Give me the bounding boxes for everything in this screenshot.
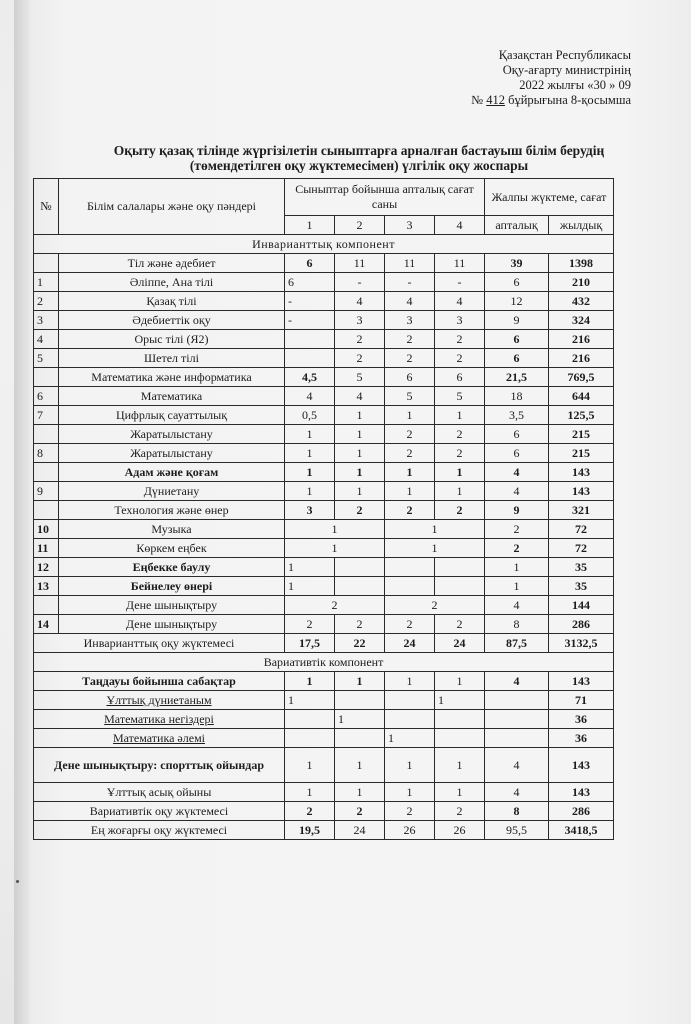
- grades-3-4-cell: 1: [385, 539, 485, 558]
- grade-2-cell: 1: [335, 425, 385, 444]
- subject-name: Математика және информатика: [59, 368, 285, 387]
- grade-4-cell: 1: [435, 691, 485, 710]
- subject-name: Көркем еңбек: [59, 539, 285, 558]
- weekly-cell: [485, 729, 549, 748]
- yearly-cell: 432: [549, 292, 614, 311]
- grade-4-cell: [435, 558, 485, 577]
- grade-2-cell: 24: [335, 821, 385, 840]
- weekly-cell: 39: [485, 254, 549, 273]
- grade-2-cell: 1: [335, 444, 385, 463]
- subject-name: Музыка: [59, 520, 285, 539]
- grade-3-cell: 2: [385, 349, 435, 368]
- yearly-cell: 215: [549, 425, 614, 444]
- col-total-load-header: Жалпы жүктеме, сағат: [485, 179, 614, 216]
- grade-3-cell: [385, 710, 435, 729]
- row-number: 10: [34, 520, 59, 539]
- grade-1-cell: 6: [285, 254, 335, 273]
- grade-4-cell: 5: [435, 387, 485, 406]
- grade-3-cell: 2: [385, 425, 435, 444]
- grade-3-cell: 3: [385, 311, 435, 330]
- weekly-cell: 6: [485, 349, 549, 368]
- grade-4-cell: 1: [435, 482, 485, 501]
- row-number: [34, 501, 59, 520]
- yearly-cell: 72: [549, 520, 614, 539]
- grade-1-cell: [285, 710, 335, 729]
- weekly-cell: 6: [485, 444, 549, 463]
- invariant-section-title: Инварианттық компонент: [34, 235, 614, 254]
- weekly-cell: 4: [485, 596, 549, 615]
- grade-3-cell: 1: [385, 729, 435, 748]
- grade-3-cell: 6: [385, 368, 435, 387]
- grade-1-cell: 1: [285, 691, 335, 710]
- yearly-cell: 286: [549, 615, 614, 634]
- grade-1-cell: 6: [285, 273, 335, 292]
- grade-4-cell: 4: [435, 292, 485, 311]
- grade-4-cell: 2: [435, 802, 485, 821]
- grade-4-cell: 1: [435, 783, 485, 802]
- yearly-cell: 36: [549, 729, 614, 748]
- grade-4-cell: [435, 710, 485, 729]
- section-row: [34, 653, 614, 672]
- grade-1-cell: [285, 729, 335, 748]
- table-row: [34, 783, 614, 802]
- grade-2-cell: [335, 577, 385, 596]
- row-number: [34, 254, 59, 273]
- subject-name: Таңдауы бойынша сабақтар: [34, 672, 285, 691]
- row-number: 6: [34, 387, 59, 406]
- row-number: [34, 463, 59, 482]
- row-number: [34, 368, 59, 387]
- weekly-cell: 6: [485, 273, 549, 292]
- weekly-cell: 8: [485, 802, 549, 821]
- weekly-cell: [485, 691, 549, 710]
- grade-2-cell: [335, 558, 385, 577]
- yearly-cell: 324: [549, 311, 614, 330]
- yearly-cell: 216: [549, 349, 614, 368]
- grade-2-cell: -: [335, 273, 385, 292]
- grade-4-cell: 6: [435, 368, 485, 387]
- max-total-label: Ең жоғарғы оқу жүктемесі: [34, 821, 285, 840]
- header-line-4: [391, 93, 631, 108]
- weekly-cell: 9: [485, 501, 549, 520]
- table-row: [34, 387, 614, 406]
- subject-name: Ұлттық дүниетаным: [34, 691, 285, 710]
- weekly-cell: 3,5: [485, 406, 549, 425]
- weekly-cell: 4: [485, 463, 549, 482]
- row-number: 2: [34, 292, 59, 311]
- yearly-cell: 216: [549, 330, 614, 349]
- table-row: [34, 672, 614, 691]
- grade-4-cell: -: [435, 273, 485, 292]
- table-row: [34, 254, 614, 273]
- yearly-cell: 144: [549, 596, 614, 615]
- weekly-cell: 21,5: [485, 368, 549, 387]
- grade-1-cell: 2: [285, 802, 335, 821]
- weekly-cell: 18: [485, 387, 549, 406]
- grade-2-cell: 4: [335, 292, 385, 311]
- grade-1-cell: 1: [285, 444, 335, 463]
- grade-3-cell: 2: [385, 501, 435, 520]
- grade-2-cell: 11: [335, 254, 385, 273]
- grade-4-cell: [435, 729, 485, 748]
- section-row: [34, 235, 614, 254]
- grade-4-cell: 24: [435, 634, 485, 653]
- row-number: 12: [34, 558, 59, 577]
- grade-2-cell: [335, 729, 385, 748]
- grade-3-cell: 1: [385, 482, 435, 501]
- max-total-row: [34, 821, 614, 840]
- grade-2-cell: 1: [335, 406, 385, 425]
- row-number: 3: [34, 311, 59, 330]
- subject-name: Технология және өнер: [59, 501, 285, 520]
- table-row: [34, 349, 614, 368]
- grade-4-header: 4: [435, 216, 485, 235]
- table-row: [34, 539, 614, 558]
- grade-3-header: 3: [385, 216, 435, 235]
- grade-4-cell: 2: [435, 349, 485, 368]
- grade-3-cell: 1: [385, 463, 435, 482]
- grade-4-cell: 2: [435, 501, 485, 520]
- grade-4-cell: 2: [435, 330, 485, 349]
- yearly-cell: 321: [549, 501, 614, 520]
- curriculum-table: [33, 178, 614, 840]
- grade-4-cell: 1: [435, 463, 485, 482]
- grade-1-cell: 1: [285, 577, 335, 596]
- ink-mark: [16, 880, 19, 883]
- header-line-1: Қазақстан Республикасы: [498, 48, 631, 62]
- grade-1-cell: [285, 349, 335, 368]
- weekly-cell: [485, 710, 549, 729]
- weekly-cell: 87,5: [485, 634, 549, 653]
- row-number: 11: [34, 539, 59, 558]
- title-line-1: Оқыту қазақ тілінде жүргізілетін сыныптарға арналған бастауыш білім берудің: [113, 143, 605, 158]
- subject-name: Тіл және әдебиет: [59, 254, 285, 273]
- table-row: [34, 710, 614, 729]
- weekly-cell: 8: [485, 615, 549, 634]
- table-row: [34, 520, 614, 539]
- grade-4-cell: 1: [435, 672, 485, 691]
- row-number: 13: [34, 577, 59, 596]
- row-number: 4: [34, 330, 59, 349]
- grade-4-cell: 11: [435, 254, 485, 273]
- subject-name: Дене шынықтыру: [59, 615, 285, 634]
- table-row: [34, 577, 614, 596]
- yearly-cell: 143: [549, 672, 614, 691]
- document-title: [44, 143, 674, 173]
- order-number: 412: [486, 93, 505, 107]
- grade-1-cell: 0,5: [285, 406, 335, 425]
- grade-2-cell: 2: [335, 615, 385, 634]
- grade-3-cell: 5: [385, 387, 435, 406]
- subject-name: Еңбекке баулу: [59, 558, 285, 577]
- grade-2-cell: 3: [335, 311, 385, 330]
- grade-2-cell: 4: [335, 387, 385, 406]
- grade-1-cell: 1: [285, 425, 335, 444]
- grade-3-cell: [385, 691, 435, 710]
- subject-name: Математика негіздері: [34, 710, 285, 729]
- grade-1-cell: 1: [285, 783, 335, 802]
- row-number: 9: [34, 482, 59, 501]
- table-row: [34, 615, 614, 634]
- grade-2-cell: 2: [335, 501, 385, 520]
- grade-3-cell: -: [385, 273, 435, 292]
- grade-4-cell: 2: [435, 615, 485, 634]
- yearly-cell: 3418,5: [549, 821, 614, 840]
- grade-4-cell: 1: [435, 748, 485, 783]
- variative-total-label: Вариативтік оқу жүктемесі: [34, 802, 285, 821]
- yearly-cell: 215: [549, 444, 614, 463]
- grade-3-cell: 2: [385, 444, 435, 463]
- table-row: [34, 311, 614, 330]
- grade-3-cell: 2: [385, 615, 435, 634]
- weekly-cell: 2: [485, 520, 549, 539]
- subject-name: Дүниетану: [59, 482, 285, 501]
- row-number: 5: [34, 349, 59, 368]
- page-edge: [14, 0, 30, 1024]
- grades-1-2-cell: 1: [285, 539, 385, 558]
- grade-1-cell: 1: [285, 672, 335, 691]
- subject-name: Қазақ тілі: [59, 292, 285, 311]
- grade-2-cell: 2: [335, 330, 385, 349]
- weekly-cell: 6: [485, 425, 549, 444]
- table-row: [34, 558, 614, 577]
- row-number: 14: [34, 615, 59, 634]
- row-number: [34, 596, 59, 615]
- yearly-cell: 143: [549, 783, 614, 802]
- grade-4-cell: [435, 577, 485, 596]
- invariant-total-row: [34, 634, 614, 653]
- grade-2-cell: 1: [335, 710, 385, 729]
- grades-3-4-cell: 2: [385, 596, 485, 615]
- table-row: [34, 501, 614, 520]
- subject-name: Бейнелеу өнері: [59, 577, 285, 596]
- table-row: [34, 482, 614, 501]
- table-row: [34, 596, 614, 615]
- yearly-cell: 143: [549, 482, 614, 501]
- subject-name: Жаратылыстану: [59, 444, 285, 463]
- grade-1-cell: 4: [285, 387, 335, 406]
- grade-2-cell: 1: [335, 482, 385, 501]
- grade-1-cell: 1: [285, 482, 335, 501]
- weekly-cell: 6: [485, 330, 549, 349]
- subject-name: Ұлттық асық ойыны: [34, 783, 285, 802]
- weekly-cell: 95,5: [485, 821, 549, 840]
- grade-4-cell: 2: [435, 425, 485, 444]
- yearly-cell: 286: [549, 802, 614, 821]
- subject-name: Дене шынықтыру: спорттық ойындар: [34, 748, 285, 783]
- order-prefix: №: [471, 93, 487, 107]
- grade-4-cell: 26: [435, 821, 485, 840]
- weekly-cell: 1: [485, 558, 549, 577]
- grade-1-cell: 3: [285, 501, 335, 520]
- weekly-cell: 9: [485, 311, 549, 330]
- table-row: [34, 444, 614, 463]
- yearly-cell: 72: [549, 539, 614, 558]
- table-row: [34, 463, 614, 482]
- grade-2-cell: 1: [335, 463, 385, 482]
- subject-name: Математика әлемі: [34, 729, 285, 748]
- table-row: [34, 748, 614, 783]
- yearly-cell: 71: [549, 691, 614, 710]
- grade-3-cell: [385, 577, 435, 596]
- subject-name: Дене шынықтыру: [59, 596, 285, 615]
- grade-2-cell: 1: [335, 748, 385, 783]
- subject-name: Әдебиеттік оқу: [59, 311, 285, 330]
- table-row: [34, 368, 614, 387]
- yearly-cell: 3132,5: [549, 634, 614, 653]
- table-row: [34, 406, 614, 425]
- yearly-cell: 644: [549, 387, 614, 406]
- col-number-header: №: [34, 179, 59, 235]
- grade-3-cell: 26: [385, 821, 435, 840]
- row-number: 8: [34, 444, 59, 463]
- grade-3-cell: 1: [385, 672, 435, 691]
- table-row: [34, 273, 614, 292]
- grade-1-cell: 1: [285, 558, 335, 577]
- grade-3-cell: 4: [385, 292, 435, 311]
- grade-1-header: 1: [285, 216, 335, 235]
- subject-name: Математика: [59, 387, 285, 406]
- weekly-header: апталық: [485, 216, 549, 235]
- grade-1-cell: 4,5: [285, 368, 335, 387]
- grade-2-cell: [335, 691, 385, 710]
- yearly-cell: 35: [549, 558, 614, 577]
- yearly-cell: 143: [549, 463, 614, 482]
- grade-3-cell: 1: [385, 406, 435, 425]
- yearly-cell: 35: [549, 577, 614, 596]
- table-row: [34, 292, 614, 311]
- grade-2-cell: 2: [335, 349, 385, 368]
- weekly-cell: 4: [485, 783, 549, 802]
- grade-1-cell: -: [285, 311, 335, 330]
- weekly-cell: 4: [485, 672, 549, 691]
- row-number: [34, 425, 59, 444]
- weekly-cell: 4: [485, 748, 549, 783]
- yearly-cell: 143: [549, 748, 614, 783]
- table-row: [34, 729, 614, 748]
- subject-name: Адам және қоғам: [59, 463, 285, 482]
- row-number: 1: [34, 273, 59, 292]
- grade-3-cell: 24: [385, 634, 435, 653]
- invariant-total-label: Инварианттық оқу жүктемесі: [34, 634, 285, 653]
- grade-4-cell: 3: [435, 311, 485, 330]
- grade-3-cell: 1: [385, 783, 435, 802]
- subject-name: Цифрлық сауаттылық: [59, 406, 285, 425]
- grade-1-cell: 1: [285, 463, 335, 482]
- grade-2-cell: 2: [335, 802, 385, 821]
- weekly-cell: 1: [485, 577, 549, 596]
- grade-1-cell: 17,5: [285, 634, 335, 653]
- grade-1-cell: 2: [285, 615, 335, 634]
- grade-1-cell: 1: [285, 748, 335, 783]
- grade-2-cell: 1: [335, 672, 385, 691]
- yearly-cell: 1398: [549, 254, 614, 273]
- grade-2-cell: 22: [335, 634, 385, 653]
- col-subjects-header: Білім салалары және оқу пәндері: [59, 179, 285, 235]
- grades-1-2-cell: 2: [285, 596, 385, 615]
- header-row-1: [34, 179, 614, 216]
- subject-name: Әліппе, Ана тілі: [59, 273, 285, 292]
- yearly-cell: 125,5: [549, 406, 614, 425]
- weekly-cell: 2: [485, 539, 549, 558]
- yearly-header: жылдық: [549, 216, 614, 235]
- table-row: [34, 691, 614, 710]
- row-number: 7: [34, 406, 59, 425]
- grade-2-header: 2: [335, 216, 385, 235]
- subject-name: Орыс тілі (Я2): [59, 330, 285, 349]
- grade-4-cell: 2: [435, 444, 485, 463]
- variative-section-title: Вариативтік компонент: [34, 653, 614, 672]
- title-line-2: (төмендетілген оқу жүктемесімен) үлгілік оқу жоспары: [189, 158, 529, 173]
- grades-3-4-cell: 1: [385, 520, 485, 539]
- subject-name: Жаратылыстану: [59, 425, 285, 444]
- grade-3-cell: 2: [385, 802, 435, 821]
- table-row: [34, 330, 614, 349]
- grade-3-cell: 2: [385, 330, 435, 349]
- grade-2-cell: 1: [335, 783, 385, 802]
- grades-1-2-cell: 1: [285, 520, 385, 539]
- grade-3-cell: [385, 558, 435, 577]
- yearly-cell: 769,5: [549, 368, 614, 387]
- header-line-2: Оқу-ағарту министрінің: [502, 63, 631, 77]
- weekly-cell: 12: [485, 292, 549, 311]
- grade-3-cell: 11: [385, 254, 435, 273]
- grade-2-cell: 5: [335, 368, 385, 387]
- yearly-cell: 36: [549, 710, 614, 729]
- weekly-cell: 4: [485, 482, 549, 501]
- grade-3-cell: 1: [385, 748, 435, 783]
- subject-name: Шетел тілі: [59, 349, 285, 368]
- grade-1-cell: -: [285, 292, 335, 311]
- approval-header: [391, 48, 631, 108]
- yearly-cell: 210: [549, 273, 614, 292]
- grade-4-cell: 1: [435, 406, 485, 425]
- col-weekly-hours-header: Сыныптар бойынша апталық сағат саны: [285, 179, 485, 216]
- order-suffix: бұйрығына 8-қосымша: [504, 93, 631, 107]
- grade-1-cell: [285, 330, 335, 349]
- table-row: [34, 425, 614, 444]
- header-line-3: 2022 жылғы «30 » 09: [519, 78, 631, 92]
- variative-total-row: [34, 802, 614, 821]
- grade-1-cell: 19,5: [285, 821, 335, 840]
